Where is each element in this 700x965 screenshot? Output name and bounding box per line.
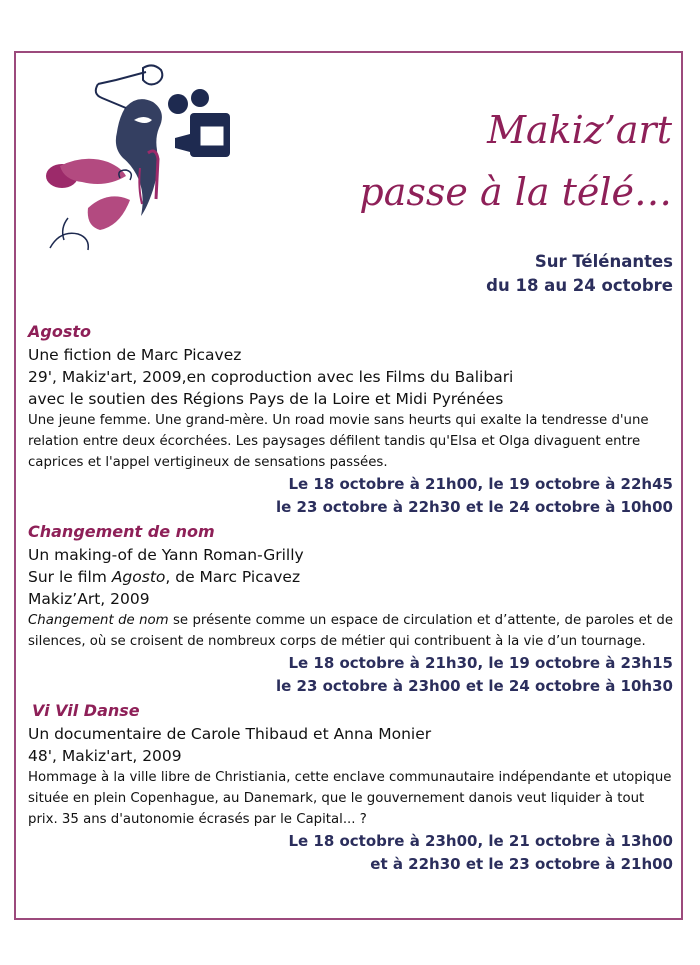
film-production: 48', Makiz'art, 2009 xyxy=(28,747,182,765)
title-line-2: passe à la télé… xyxy=(359,170,672,214)
film-credit: Une fiction de Marc Picavez xyxy=(28,346,242,364)
film-credit: Un documentaire de Carole Thibaud et Anna Monier xyxy=(28,725,432,743)
film-reference-suffix: , de Marc Picavez xyxy=(165,568,301,586)
film-reference-title: Agosto xyxy=(111,568,166,586)
film-schedule-2: le 23 octobre à 23h00 et le 24 octobre à 10h30 xyxy=(275,676,673,695)
film-entry-agosto xyxy=(28,320,673,518)
film-title: Changement de nom xyxy=(28,522,215,541)
film-schedule-1: Le 18 octobre à 21h30, le 19 octobre à 23h15 xyxy=(288,654,673,672)
synopsis-text: se présente comme un espace de circulation et d’attente, de paroles et de silences, où se croisent de nombreux corps de métier qui contribuent à la vie d’un tournage. xyxy=(28,613,673,649)
title-line-1: Makiz’art xyxy=(487,108,672,152)
film-credit: Un making-of de Yann Roman-Grilly xyxy=(28,546,304,564)
film-listing xyxy=(28,320,673,875)
film-reference xyxy=(28,566,673,588)
broadcast-info xyxy=(486,250,673,298)
film-entry-changement-de-nom xyxy=(28,520,673,697)
film-schedule-2: et à 22h30 et le 23 octobre à 21h00 xyxy=(370,854,673,873)
makizart-logo-illustration xyxy=(40,58,245,278)
film-production: 29', Makiz'art, 2009,en coproduction avec les Films du Balibari xyxy=(28,368,514,386)
broadcast-dates: du 18 au 24 octobre xyxy=(486,276,673,295)
film-schedule-2: le 23 octobre à 22h30 et le 24 octobre à 10h00 xyxy=(275,497,673,516)
film-title: Vi Vil Danse xyxy=(32,701,140,720)
film-title: Agosto xyxy=(28,322,91,341)
film-production: Makiz’Art, 2009 xyxy=(28,590,150,608)
channel-name: Sur Télénantes xyxy=(534,252,673,271)
film-support: avec le soutien des Régions Pays de la Loire et Midi Pyrénées xyxy=(28,390,504,408)
film-synopsis: Une jeune femme. Une grand-mère. Un road movie sans heurts qui exalte la tendresse d'une relation entre deux écorchées. Les paysages défilent tandis qu'Elsa et Olga divaguent entre caprices et l'appel vertigineux de sensations passées. xyxy=(28,413,649,470)
synopsis-film-title: Changement de nom xyxy=(28,613,169,628)
film-synopsis xyxy=(28,610,673,652)
film-schedule-1: Le 18 octobre à 23h00, le 21 octobre à 13h00 xyxy=(288,832,673,850)
film-entry-vi-vil-danse xyxy=(28,699,673,875)
film-schedule-1: Le 18 octobre à 21h00, le 19 octobre à 22h45 xyxy=(288,475,673,493)
film-reference-prefix: Sur le film xyxy=(28,568,112,586)
film-synopsis: Hommage à la ville libre de Christiania, cette enclave communautaire indépendante et utopique située en plein Copenhague, au Danemark, que le gouvernement danois veut liquider à tout prix. 35 ans d'autonomie écrasés par le Capital... ? xyxy=(28,770,672,827)
